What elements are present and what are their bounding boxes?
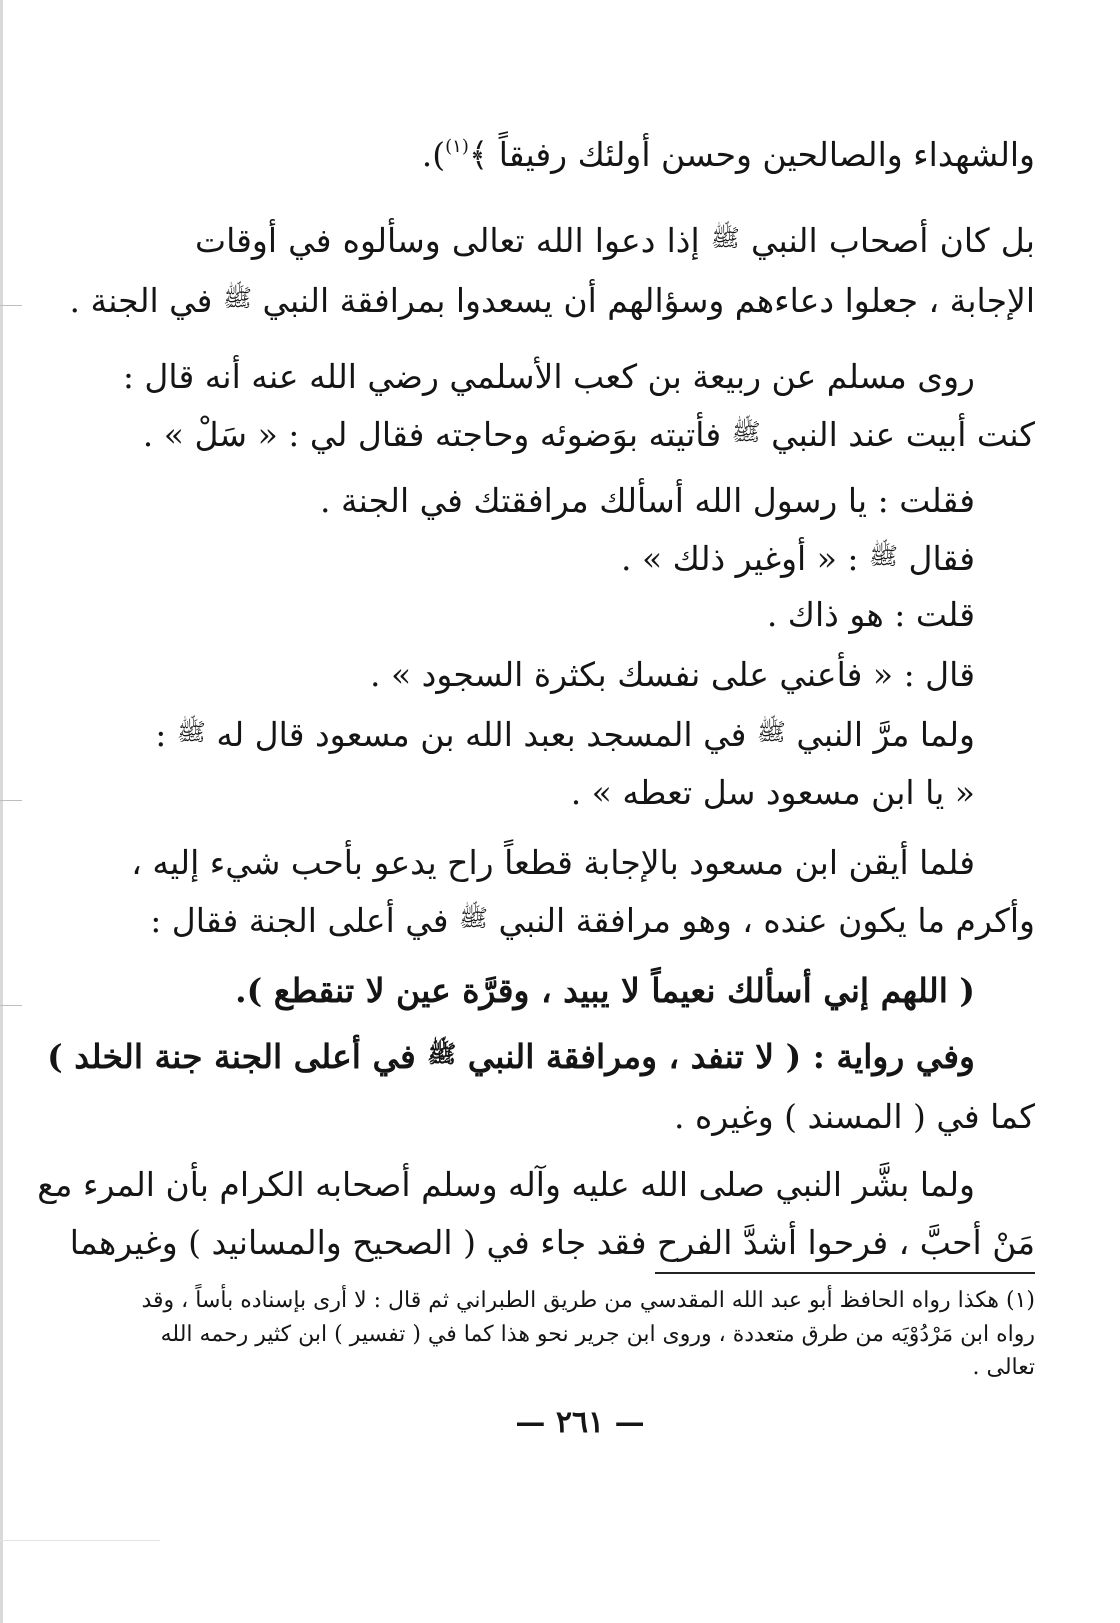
text-line-5	[142, 415, 1035, 454]
line-text: وفي رواية : ( لا تنفد ، ومرافقة النبي	[467, 1037, 975, 1076]
scan-mark	[0, 305, 22, 306]
text-line-12	[131, 843, 975, 882]
text-line-13	[150, 901, 1035, 940]
text-line-3	[69, 281, 1035, 320]
text-line-8	[766, 595, 975, 634]
text-line-2	[195, 221, 1035, 260]
line-text: بل كان أصحاب النبي	[751, 221, 1035, 260]
line-text: فلما أيقن ابن مسعود بالإجابة قطعاً راح يدعو بأحب شيء إليه ،	[131, 843, 975, 882]
line-text: روى مسلم عن ربيعة بن كعب الأسلمي رضي الله عنه أنه قال :	[122, 357, 975, 396]
line-text: قال : « فأعني على نفسك بكثرة السجود » .	[369, 655, 975, 694]
text-line-7	[620, 539, 975, 578]
text-line-17	[37, 1165, 975, 1204]
honorific-glyph: ﷺ	[427, 1039, 457, 1068]
closing-mark: ).	[421, 135, 446, 174]
scan-mark	[0, 1005, 22, 1006]
line-text: :	[155, 715, 167, 754]
honorific-glyph: ﷺ	[222, 284, 252, 312]
quran-bracket: ﴾	[468, 135, 489, 174]
scan-mark	[0, 800, 22, 801]
line-text: وأكرم ما يكون عنده ، وهو مرافقة النبي	[498, 901, 1035, 940]
line-text: « يا ابن مسعود سل تعطه » .	[570, 773, 975, 812]
honorific-glyph: ﷺ	[710, 224, 740, 252]
line-text: قلت : هو ذاك .	[766, 595, 975, 634]
text-line-1	[421, 135, 1035, 174]
text-line-6	[320, 481, 975, 520]
footnote-line-3: تعالى .	[972, 1355, 1035, 1380]
text-line-11	[570, 773, 975, 812]
honorific-glyph: ﷺ	[176, 718, 206, 746]
line-text: فقلت : يا رسول الله أسألك مرافقتك في الجنة .	[320, 481, 975, 520]
scan-mark	[0, 1540, 160, 1541]
text-line-14	[235, 971, 975, 1010]
line-text: في أعلى الجنة فقال :	[150, 901, 449, 940]
line-text: إذا دعوا الله تعالى وسألوه في أوقات	[195, 221, 700, 260]
page-number: — ٢٦١ —	[515, 1405, 645, 1440]
line-text: مَنْ أحبَّ ، فرحوا أشدَّ الفرح فقد جاء في ( الصحيح والمسانيد ) وغيرهما	[69, 1223, 1035, 1262]
line-text: ولما مرَّ النبي	[796, 715, 975, 754]
footnote-line-1: (١) هكذا رواه الحافظ أبو عبد الله المقدسي من طريق الطبراني ثم قال : لا أرى بإسناده بأساً ، وقد	[141, 1288, 1035, 1313]
line-text: في أعلى الجنة جنة الخلد )	[47, 1037, 416, 1076]
text-line-18	[69, 1223, 1035, 1262]
honorific-glyph: ﷺ	[731, 418, 761, 446]
text-line-10	[155, 715, 975, 754]
line-text: في الجنة .	[69, 281, 213, 320]
line-text: فأتيته بوَضوئه وحاجته فقال لي : « سَلْ » .	[142, 415, 722, 454]
line-text: كما في ( المسند ) وغيره .	[674, 1097, 1035, 1136]
text-line-4	[122, 357, 975, 396]
line-text: في المسجد بعبد الله بن مسعود قال له	[216, 715, 747, 754]
footnote-separator	[655, 1272, 1035, 1274]
text-line-15	[47, 1037, 975, 1076]
scan-edge	[0, 0, 3, 1623]
line-text: ( اللهم إني أسألك نعيماً لا يبيد ، وقرَّة عين لا تنقطع ).	[235, 971, 975, 1010]
line-text: والشهداء والصالحين وحسن أولئك رفيقاً	[498, 135, 1035, 174]
honorific-glyph: ﷺ	[756, 718, 786, 746]
line-text: الإجابة ، جعلوا دعاءهم وسؤالهم أن يسعدوا بمرافقة النبي	[262, 281, 1035, 320]
footnote-reference[interactable]: (١)	[445, 136, 469, 157]
line-text: : « أوغير ذلك » .	[620, 539, 859, 578]
honorific-glyph: ﷺ	[459, 904, 489, 932]
text-line-16	[674, 1097, 1035, 1136]
line-text: فقال	[908, 539, 975, 578]
line-text: ولما بشَّر النبي صلى الله عليه وآله وسلم أصحابه الكرام بأن المرء مع	[37, 1165, 975, 1204]
honorific-glyph: ﷺ	[869, 542, 898, 570]
footnote-line-2: رواه ابن مَرْدُوْيَه من طرق متعددة ، وروى ابن جرير نحو هذا كما في ( تفسير ) ابن كثير رحمه الله	[160, 1322, 1035, 1347]
text-line-9	[369, 655, 975, 694]
line-text: كنت أبيت عند النبي	[771, 415, 1035, 454]
